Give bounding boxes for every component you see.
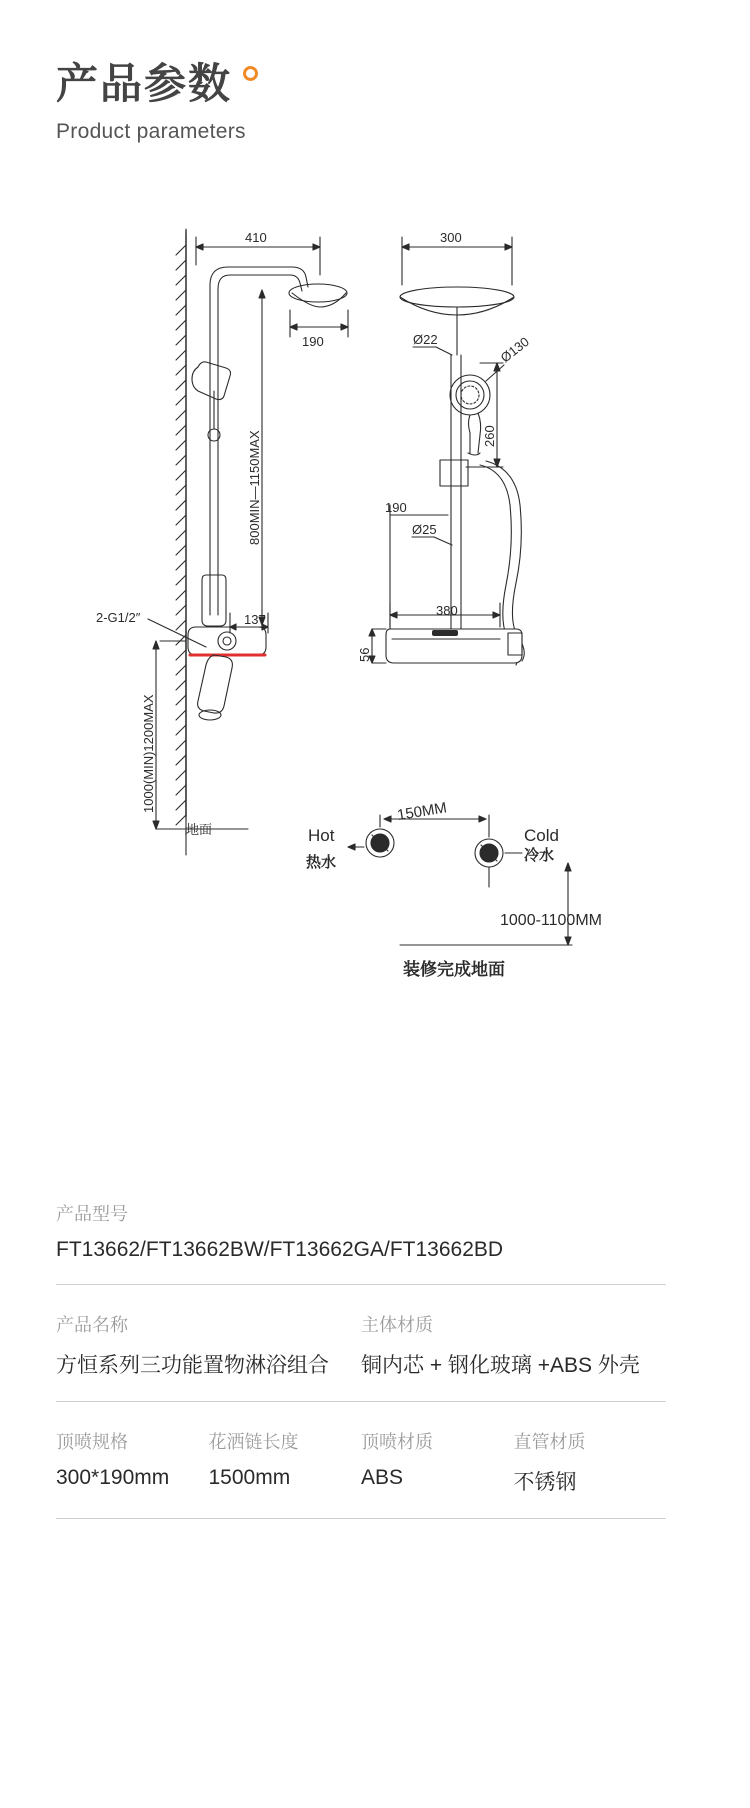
dim-190-side: 190: [385, 500, 407, 515]
spec-cell-head-material: [361, 1428, 514, 1496]
technical-drawing: [0, 215, 750, 1005]
spec-label-head-size: 顶喷规格: [56, 1432, 128, 1452]
spec-value-model: FT13662/FT13662BW/FT13662GA/FT13662BD: [56, 1238, 504, 1261]
label-hot-en: Hot: [308, 826, 335, 845]
spec-label-body-material: 主体材质: [361, 1315, 433, 1335]
shower-dimension-drawing: [0, 215, 750, 1005]
spec-cell-body-material: [361, 1311, 666, 1379]
label-cold-en: Cold: [524, 826, 559, 845]
spec-block-details: [56, 1428, 666, 1519]
spec-value-hose-length: 1500mm: [208, 1466, 291, 1489]
dim-floor-rough-in: 1000-1100MM: [500, 912, 602, 929]
dim-380: 380: [436, 603, 458, 618]
spec-cell-product-name: [56, 1311, 361, 1379]
label-floor-front: 地面: [186, 822, 213, 837]
page-header: [56, 56, 656, 144]
spec-table: [56, 1200, 666, 1545]
spec-value-product-name: 方恒系列三功能置物淋浴组合: [56, 1354, 329, 1377]
dim-137: 137: [244, 612, 266, 627]
spec-block-model: [56, 1200, 666, 1285]
spec-cell-pipe-material: [514, 1428, 667, 1496]
dim-d25: Ø25: [412, 522, 437, 537]
dim-height-range: 800MIN—1150MAX: [247, 430, 262, 545]
spec-label-head-material: 顶喷材质: [361, 1432, 433, 1452]
label-finished-floor: 装修完成地面: [403, 960, 505, 979]
dim-410: 410: [245, 230, 267, 245]
dim-56: 56: [357, 647, 372, 662]
spec-label-product-name: 产品名称: [56, 1315, 128, 1335]
spec-value-body-material: 铜内芯 + 钢化玻璃 +ABS 外壳: [361, 1354, 640, 1377]
spec-block-name-material: [56, 1311, 666, 1402]
spec-label-hose-length: 花洒链长度: [208, 1432, 299, 1452]
dim-floor-height-front: 1000(MIN)1200MAX: [141, 694, 156, 813]
spec-label-pipe-material: 直管材质: [513, 1432, 586, 1452]
page-subtitle: Product parameters: [56, 120, 246, 143]
dim-190-head: 190: [302, 334, 324, 349]
page-title: [56, 56, 232, 112]
page-title-text: 产品参数: [56, 60, 233, 107]
wall-hatching: [176, 229, 186, 855]
dim-150mm: 150MM: [395, 799, 449, 824]
spec-cell-head-size: [56, 1428, 209, 1496]
spec-cell-hose-length: [209, 1428, 362, 1496]
spec-value-head-size: 300*190mm: [56, 1466, 170, 1489]
dim-d130: Ø130: [497, 333, 532, 366]
spec-value-pipe-material: 不锈钢: [513, 1471, 577, 1494]
label-cold-cn: 冷水: [524, 847, 555, 864]
spec-value-head-material: ABS: [361, 1466, 404, 1489]
accent-dot-icon: [243, 66, 258, 81]
dim-d22: Ø22: [413, 332, 438, 347]
spec-label-model: 产品型号: [56, 1204, 128, 1224]
label-hot-cn: 热水: [306, 854, 337, 871]
dim-260: 260: [482, 425, 497, 447]
dim-300: 300: [440, 230, 462, 245]
dim-g12: 2-G1/2″: [96, 610, 141, 625]
